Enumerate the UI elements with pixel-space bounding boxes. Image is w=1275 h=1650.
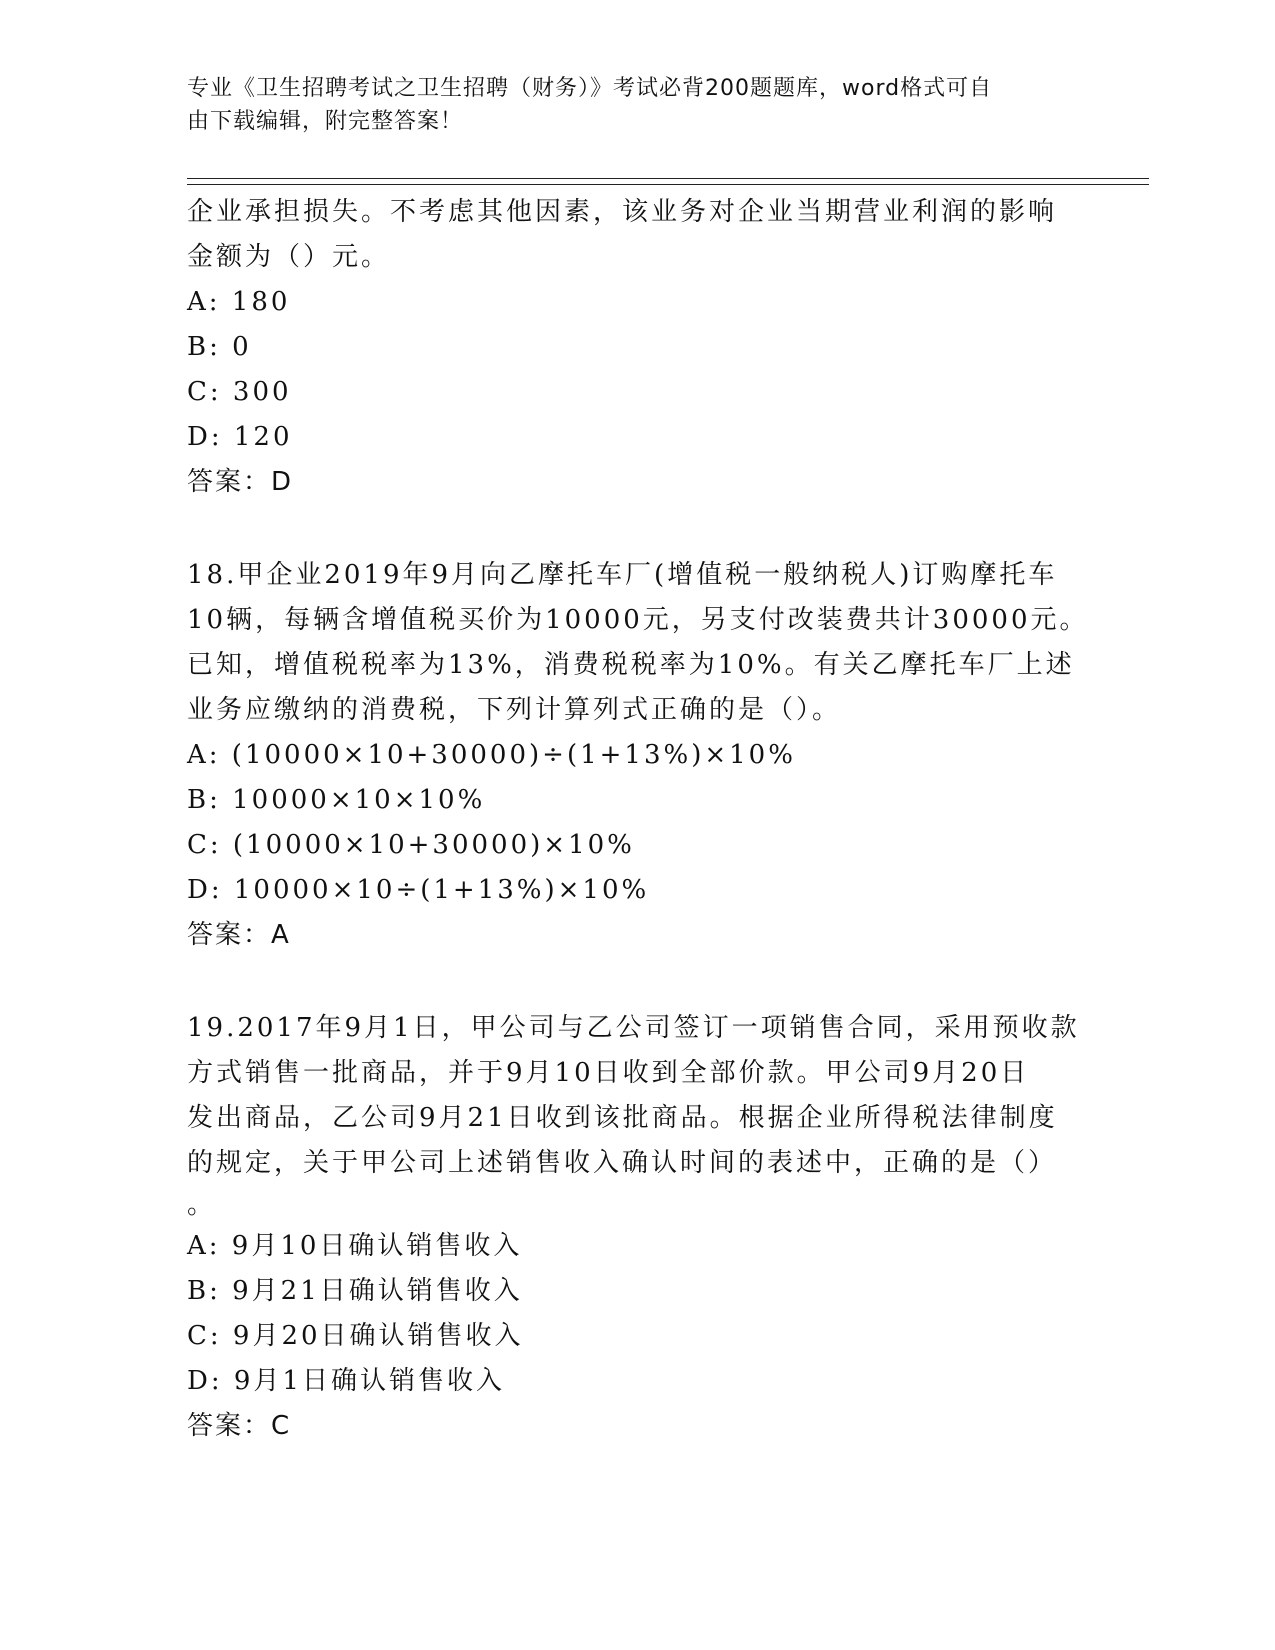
document-header bbox=[187, 72, 1067, 138]
answer-label: 答案：D bbox=[187, 467, 294, 497]
question-text-line: 的规定，关于甲公司上述销售收入确认时间的表述中，正确的是（） bbox=[187, 1148, 1058, 1178]
option-a: A: 9月10日确认销售收入 bbox=[187, 1231, 523, 1261]
question-spacer bbox=[187, 958, 1067, 1006]
question-spacer bbox=[187, 505, 1067, 553]
option-b: B: 0 bbox=[187, 332, 252, 362]
answer-label: 答案：A bbox=[187, 920, 291, 950]
header-divider-top bbox=[187, 178, 1149, 179]
question-19 bbox=[187, 1006, 1080, 1449]
option-a: A: 180 bbox=[187, 287, 291, 317]
question-text-line: 18.甲企业2019年9月向乙摩托车厂(增值税一般纳税人)订购摩托车 bbox=[187, 560, 1058, 590]
option-c: C: 9月20日确认销售收入 bbox=[187, 1321, 524, 1351]
option-d: D: 10000×10÷(1+13%)×10% bbox=[187, 875, 650, 905]
answer-label: 答案：C bbox=[187, 1411, 292, 1441]
header-line-2: 由下载编辑，附完整答案！ bbox=[187, 109, 464, 134]
question-text-line: 企业承担损失。不考虑其他因素，该业务对企业当期营业利润的影响 bbox=[187, 197, 1058, 227]
option-d: D: 120 bbox=[187, 422, 293, 452]
question-text-line: 。 bbox=[187, 1190, 217, 1220]
question-content bbox=[187, 190, 1089, 1449]
question-text-line: 金额为（）元。 bbox=[187, 242, 391, 272]
option-a: A: (10000×10+30000)÷(1+13%)×10% bbox=[187, 740, 796, 770]
question-18 bbox=[187, 553, 1089, 958]
option-b: B: 10000×10×10% bbox=[187, 785, 486, 815]
question-text-line: 已知，增值税税率为13%，消费税税率为10%。有关乙摩托车厂上述 bbox=[187, 650, 1075, 680]
option-c: C: (10000×10+30000)×10% bbox=[187, 830, 635, 860]
header-divider-bottom bbox=[187, 184, 1149, 185]
option-c: C: 300 bbox=[187, 377, 292, 407]
option-d: D: 9月1日确认销售收入 bbox=[187, 1366, 505, 1396]
question-text-line: 19.2017年9月1日，甲公司与乙公司签订一项销售合同，采用预收款 bbox=[187, 1013, 1080, 1043]
question-17 bbox=[187, 190, 1067, 505]
question-text-line: 发出商品，乙公司9月21日收到该批商品。根据企业所得税法律制度 bbox=[187, 1103, 1058, 1133]
option-b: B: 9月21日确认销售收入 bbox=[187, 1276, 523, 1306]
question-text-line: 10辆，每辆含增值税买价为10000元，另支付改装费共计30000元。 bbox=[187, 605, 1089, 635]
question-text-line: 方式销售一批商品，并于9月10日收到全部价款。甲公司9月20日 bbox=[187, 1058, 1030, 1088]
question-text-line: 业务应缴纳的消费税，下列计算列式正确的是（）。 bbox=[187, 695, 842, 725]
header-line-1: 专业《卫生招聘考试之卫生招聘（财务）》考试必背200题题库，word格式可自 bbox=[187, 76, 993, 101]
